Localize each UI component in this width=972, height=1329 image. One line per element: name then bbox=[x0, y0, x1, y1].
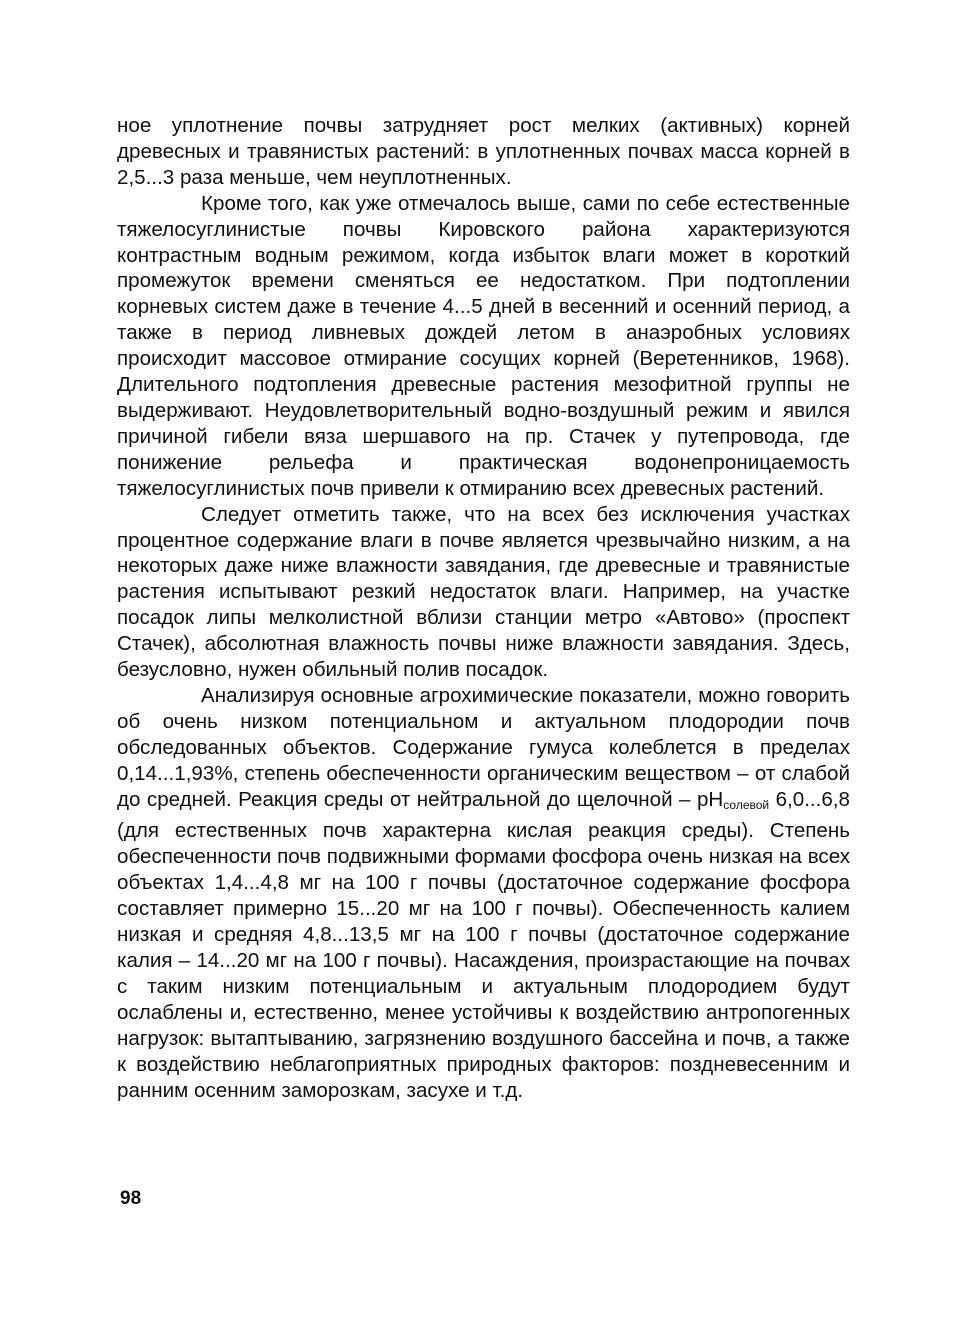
paragraph-continuation: ное уплотнение почвы затрудняет рост мелких (активных) корней древесных и травянистых растений: в уплотненных почвах масса корней в 2,5...3 раза меньше, чем неуплотненных. bbox=[117, 114, 850, 189]
paragraph-water-regime: Кроме того, как уже отмечалось выше, сами по себе естественные тяжелосуглинистые почвы Кировского района характеризуются контрастным водным режимом, когда избыток влаги может в короткий промежуток времени сменяться ее недостатком. При подтоплении корневых систем даже в течение 4...5 дней в весенний и осенний период, а также в период ливневых дождей летом в анаэробных условиях происходит массовое отмирание сосущих корней (Веретенников, 1968). Длительного подтопления древесные растения мезофитной группы не выдерживают. Неудовлетворительный водно-воздушный режим и явился причиной гибели вяза шершавого на пр. Стачек у путепровода, где понижение рельефа и практическая водонепроницаемость тяжелосуглинистых почв привели к отмиранию всех древесных растений. bbox=[117, 191, 850, 500]
page-body bbox=[117, 113, 850, 1103]
paragraph-agrochemistry-part1: Анализируя основные агрохимические показатели, можно говорить об очень низком потенциальном и актуальном плодородии почв обследованных объектов. Содержание гумуса колеблется в пределах 0,14...1,93%, степень обеспеченности органическим веществом – от слабой до средней. Реакция среды от нейтральной до щелочной – pH bbox=[117, 683, 850, 811]
paragraph-agrochemistry-part2: 6,0...6,8 (для естественных почв характерна кислая реакция среды). Степень обеспеченности почв подвижными формами фосфора очень низкая на всех объектах 1,4...4,8 мг на 100 г почвы (достаточное содержание фосфора составляет примерно 15...20 мг на 100 г почвы). Обеспеченность калием низкая и средняя 4,8...13,5 мг на 100 г почвы (достаточное содержание калия – 14...20 мг на 100 г почвы). Насаждения, произрастающие на почвах с таким низким потенциальным и актуальным плодородием будут ослаблены и, естественно, менее устойчивы к воздействию антропогенных нагрузок: вытаптыванию, загрязнению воздушного бассейна и почв, а также к воздействию неблагоприятных природных факторов: поздневесенним и ранним осенним заморозкам, засухе и т.д. bbox=[117, 787, 850, 1102]
ph-subscript: солевой bbox=[723, 797, 770, 812]
paragraph-agrochemistry bbox=[117, 683, 850, 1104]
paragraph-moisture: Следует отметить также, что на всех без исключения участках процентное содержание влаги в почве является чрезвычайно низким, а на некоторых даже ниже влажности завядания, где древесные и травянистые растения испытывают резкий недостаток влаги. Например, на участке посадок липы мелколистной вблизи станции метро «Автово» (проспект Стачек), абсолютная влажность почвы ниже влажности завядания. Здесь, безусловно, нужен обильный полив посадок. bbox=[117, 502, 850, 682]
page-number: 98 bbox=[120, 1188, 142, 1209]
